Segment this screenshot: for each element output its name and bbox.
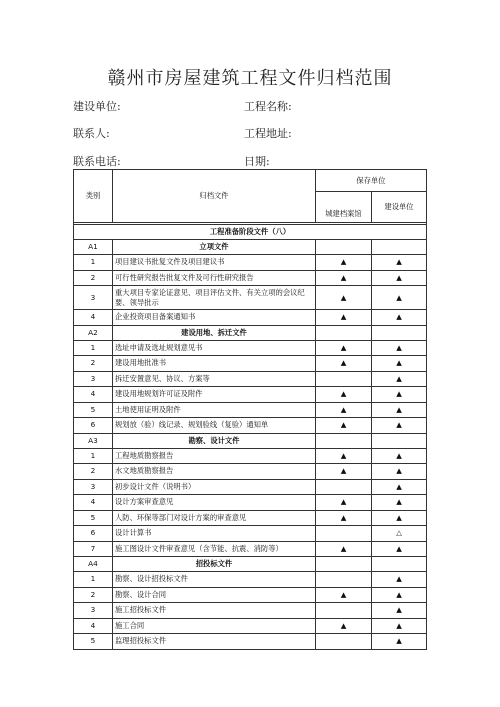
row-archive-mark [316, 603, 372, 619]
row-document: 可行性研究报告批复文件及可行性研究报告 [113, 270, 316, 286]
row-unit-mark: ▲ [372, 270, 427, 286]
row-document: 设计方案审查意见 [113, 495, 316, 511]
row-document: 初步设计文件（说明书） [113, 479, 316, 495]
row-archive-mark: ▲ [316, 310, 372, 326]
row-unit-mark: ▲ [372, 418, 427, 434]
table-row [74, 603, 427, 619]
section-row [74, 433, 427, 448]
row-unit-mark: ▲ [372, 356, 427, 372]
row-number: 7 [74, 541, 113, 557]
row-document: 施工招投标文件 [113, 603, 316, 619]
row-document: 土地使用证明及附件 [113, 402, 316, 418]
table-row [74, 526, 427, 542]
row-document: 勘察、设计招投标文件 [113, 572, 316, 588]
row-number: 5 [74, 402, 113, 418]
row-number: 4 [74, 618, 113, 634]
table-row [74, 448, 427, 464]
table-row [74, 371, 427, 387]
row-archive-mark: ▲ [316, 286, 372, 310]
date-label: 日期: [244, 155, 270, 168]
row-document: 监理招投标文件 [113, 634, 316, 650]
row-archive-mark: ▲ [316, 356, 372, 372]
row-number: 4 [74, 310, 113, 326]
row-unit-mark: ▲ [372, 448, 427, 464]
row-archive-mark: ▲ [316, 587, 372, 603]
phone-label: 联系电话: [73, 155, 121, 168]
row-unit-mark: ▲ [372, 541, 427, 557]
stage-row [74, 225, 427, 240]
row-document: 人防、环保等部门对设计方案的审查意见 [113, 510, 316, 526]
section-unit-cell [372, 325, 427, 340]
table-row [74, 255, 427, 271]
table-row [74, 340, 427, 356]
row-document: 施工图设计文件审查意见（含节能、抗震、消防等） [113, 541, 316, 557]
row-archive-mark [316, 371, 372, 387]
row-number: 5 [74, 510, 113, 526]
header-category: 类别 [74, 170, 113, 223]
row-document: 勘察、设计合同 [113, 587, 316, 603]
row-archive-mark [316, 572, 372, 588]
row-number: 3 [74, 603, 113, 619]
row-number: 3 [74, 286, 113, 310]
page-title: 赣州市房屋建筑工程文件归档范围 [107, 68, 393, 89]
section-code: A3 [74, 433, 113, 448]
row-unit-mark: ▲ [372, 634, 427, 650]
row-document: 建设用地规划许可证及附件 [113, 387, 316, 403]
table-row [74, 510, 427, 526]
row-archive-mark: ▲ [316, 510, 372, 526]
row-unit-mark: ▲ [372, 371, 427, 387]
section-title: 建设用地、拆迁文件 [113, 325, 316, 340]
section-code: A1 [74, 240, 113, 255]
section-archive-cell [316, 240, 372, 255]
table-row [74, 541, 427, 557]
row-unit-mark: ▲ [372, 387, 427, 403]
section-row [74, 325, 427, 340]
section-code: A2 [74, 325, 113, 340]
row-archive-mark: ▲ [316, 495, 372, 511]
section-unit-cell [372, 240, 427, 255]
archive-scope-table [73, 169, 427, 650]
row-archive-mark: ▲ [316, 270, 372, 286]
stage-title: 工程准备阶段文件（八） [74, 225, 427, 240]
row-archive-mark: ▲ [316, 418, 372, 434]
row-archive-mark: ▲ [316, 340, 372, 356]
table-row [74, 587, 427, 603]
row-number: 6 [74, 526, 113, 542]
section-title: 勘察、设计文件 [113, 433, 316, 448]
row-document: 设计计算书 [113, 526, 316, 542]
header-custody: 保存单位 [316, 170, 427, 192]
row-unit-mark: ▲ [372, 510, 427, 526]
section-code: A4 [74, 557, 113, 572]
header-archive: 城建档案馆 [316, 192, 372, 223]
table-body [74, 223, 427, 650]
row-document: 工程地质勘察报告 [113, 448, 316, 464]
row-unit-mark: ▲ [372, 479, 427, 495]
section-row [74, 557, 427, 572]
section-archive-cell [316, 433, 372, 448]
table-row [74, 387, 427, 403]
row-number: 2 [74, 356, 113, 372]
header-construction-unit: 建设单位 [372, 192, 427, 223]
section-unit-cell [372, 557, 427, 572]
row-archive-mark [316, 479, 372, 495]
row-document: 规划放（验）线记录、规划验线（复验）通知单 [113, 418, 316, 434]
row-archive-mark [316, 526, 372, 542]
row-document: 水文地质勘察报告 [113, 464, 316, 480]
header-document: 归档文件 [113, 170, 316, 223]
table-row [74, 479, 427, 495]
row-unit-mark: ▲ [372, 464, 427, 480]
row-archive-mark [316, 634, 372, 650]
row-unit-mark: △ [372, 526, 427, 542]
project-name-label: 工程名称: [244, 100, 292, 113]
table-row [74, 310, 427, 326]
row-number: 1 [74, 572, 113, 588]
row-unit-mark: ▲ [372, 572, 427, 588]
row-document: 重大项目专家论证意见、项目评估文件、有关立项的会议纪要、领导批示 [113, 286, 316, 310]
row-number: 2 [74, 587, 113, 603]
section-unit-cell [372, 433, 427, 448]
table-row [74, 572, 427, 588]
section-title: 立项文件 [113, 240, 316, 255]
row-unit-mark: ▲ [372, 495, 427, 511]
row-number: 5 [74, 634, 113, 650]
row-document: 施工合同 [113, 618, 316, 634]
table-row [74, 495, 427, 511]
row-number: 1 [74, 448, 113, 464]
contact-label: 联系人: [73, 127, 110, 140]
builder-label: 建设单位: [73, 100, 121, 113]
row-archive-mark: ▲ [316, 402, 372, 418]
row-archive-mark: ▲ [316, 387, 372, 403]
row-archive-mark: ▲ [316, 448, 372, 464]
row-number: 6 [74, 418, 113, 434]
row-document: 选址申请及选址规划意见书 [113, 340, 316, 356]
row-number: 1 [74, 340, 113, 356]
project-address-label: 工程地址: [244, 127, 292, 140]
row-number: 3 [74, 479, 113, 495]
row-document: 建设用地批准书 [113, 356, 316, 372]
row-unit-mark: ▲ [372, 255, 427, 271]
section-archive-cell [316, 325, 372, 340]
section-title: 招投标文件 [113, 557, 316, 572]
row-unit-mark: ▲ [372, 402, 427, 418]
table-row [74, 464, 427, 480]
row-archive-mark: ▲ [316, 255, 372, 271]
row-unit-mark: ▲ [372, 618, 427, 634]
section-row [74, 240, 427, 255]
row-archive-mark: ▲ [316, 464, 372, 480]
row-document: 拆迁安置意见、协议、方案等 [113, 371, 316, 387]
table-row [74, 270, 427, 286]
table-row [74, 402, 427, 418]
row-document: 企业投资项目备案通知书 [113, 310, 316, 326]
row-archive-mark: ▲ [316, 541, 372, 557]
row-unit-mark: ▲ [372, 310, 427, 326]
row-number: 2 [74, 464, 113, 480]
table-row [74, 356, 427, 372]
row-number: 4 [74, 495, 113, 511]
row-number: 4 [74, 387, 113, 403]
table-row [74, 618, 427, 634]
row-unit-mark: ▲ [372, 587, 427, 603]
table-row [74, 634, 427, 650]
section-archive-cell [316, 557, 372, 572]
table-row [74, 286, 427, 310]
row-number: 3 [74, 371, 113, 387]
row-document: 项目建议书批复文件及项目建议书 [113, 255, 316, 271]
row-archive-mark: ▲ [316, 618, 372, 634]
row-number: 1 [74, 255, 113, 271]
row-unit-mark: ▲ [372, 603, 427, 619]
row-number: 2 [74, 270, 113, 286]
row-unit-mark: ▲ [372, 340, 427, 356]
row-unit-mark: ▲ [372, 286, 427, 310]
table-row [74, 418, 427, 434]
